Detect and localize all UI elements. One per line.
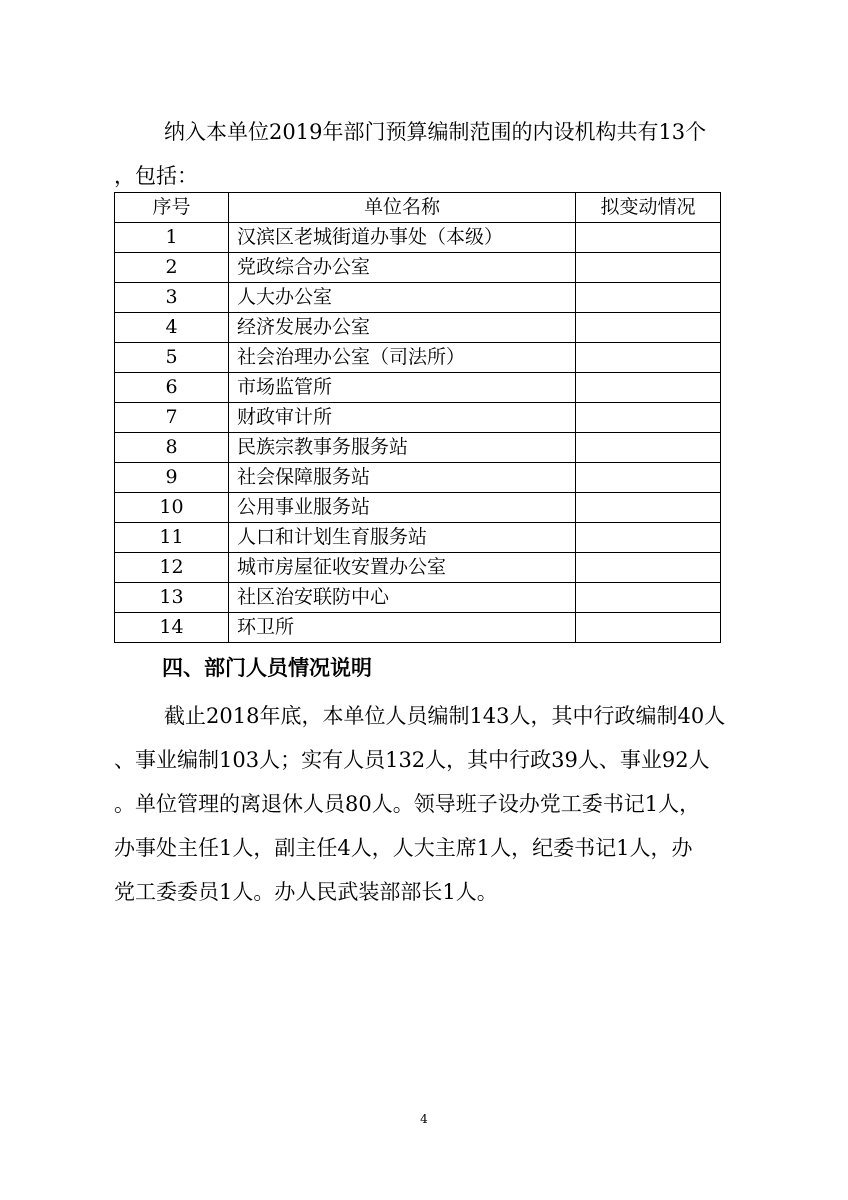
table-row (115, 223, 721, 253)
row-no: 10 (115, 493, 229, 523)
header-change: 拟变动情况 (576, 193, 721, 223)
section-title: 四、部门人员情况说明 (162, 656, 372, 680)
row-change (576, 493, 721, 523)
row-name: 党政综合办公室 (229, 253, 576, 283)
row-name: 社区治安联防中心 (229, 583, 576, 613)
row-change (576, 463, 721, 493)
row-no: 1 (115, 223, 229, 253)
row-change (576, 433, 721, 463)
row-change (576, 523, 721, 553)
row-name: 经济发展办公室 (229, 313, 576, 343)
paragraph-line-1: 截止2018年底，本单位人员编制143人，其中行政编制40人 (164, 704, 726, 728)
row-change (576, 253, 721, 283)
intro-line-1: 纳入本单位2019年部门预算编制范围的内设机构共有13个 (164, 120, 707, 144)
table-row (115, 523, 721, 553)
row-no: 7 (115, 403, 229, 433)
row-no: 8 (115, 433, 229, 463)
row-no: 3 (115, 283, 229, 313)
row-change (576, 343, 721, 373)
row-change (576, 223, 721, 253)
units-table (114, 192, 721, 643)
row-change (576, 613, 721, 643)
intro-line-2: ，包括： (114, 164, 198, 188)
table-row (115, 313, 721, 343)
row-name: 人大办公室 (229, 283, 576, 313)
table-row (115, 463, 721, 493)
table-row (115, 433, 721, 463)
table-row (115, 613, 721, 643)
row-change (576, 403, 721, 433)
row-name: 人口和计划生育服务站 (229, 523, 576, 553)
row-change (576, 283, 721, 313)
row-name: 民族宗教事务服务站 (229, 433, 576, 463)
row-no: 6 (115, 373, 229, 403)
row-no: 9 (115, 463, 229, 493)
row-change (576, 373, 721, 403)
row-name: 市场监管所 (229, 373, 576, 403)
table-row (115, 343, 721, 373)
row-name: 公用事业服务站 (229, 493, 576, 523)
table-row (115, 373, 721, 403)
row-change (576, 553, 721, 583)
row-no: 13 (115, 583, 229, 613)
paragraph-line-4: 办事处主任1人，副主任4人，人大主席1人，纪委书记1人，办 (114, 836, 693, 860)
page-number: 4 (420, 1112, 428, 1126)
table-row (115, 493, 721, 523)
table-row (115, 553, 721, 583)
row-no: 14 (115, 613, 229, 643)
row-name: 环卫所 (229, 613, 576, 643)
row-name: 汉滨区老城街道办事处（本级） (229, 223, 576, 253)
row-change (576, 313, 721, 343)
header-no: 序号 (115, 193, 229, 223)
row-change (576, 583, 721, 613)
row-no: 12 (115, 553, 229, 583)
row-no: 4 (115, 313, 229, 343)
table-row (115, 403, 721, 433)
table-row (115, 283, 721, 313)
row-no: 11 (115, 523, 229, 553)
table-row (115, 253, 721, 283)
table-header-row (115, 193, 721, 223)
row-name: 社会保障服务站 (229, 463, 576, 493)
row-no: 2 (115, 253, 229, 283)
row-name: 城市房屋征收安置办公室 (229, 553, 576, 583)
row-name: 社会治理办公室（司法所） (229, 343, 576, 373)
row-no: 5 (115, 343, 229, 373)
row-name: 财政审计所 (229, 403, 576, 433)
paragraph-line-2: 、事业编制103人；实有人员132人，其中行政39人、事业92人 (114, 748, 710, 772)
header-name: 单位名称 (229, 193, 576, 223)
paragraph-line-5: 党工委委员1人。办人民武装部部长1人。 (114, 880, 498, 904)
paragraph-line-3: 。单位管理的离退休人员80人。领导班子设办党工委书记1人， (114, 792, 701, 816)
table-row (115, 583, 721, 613)
